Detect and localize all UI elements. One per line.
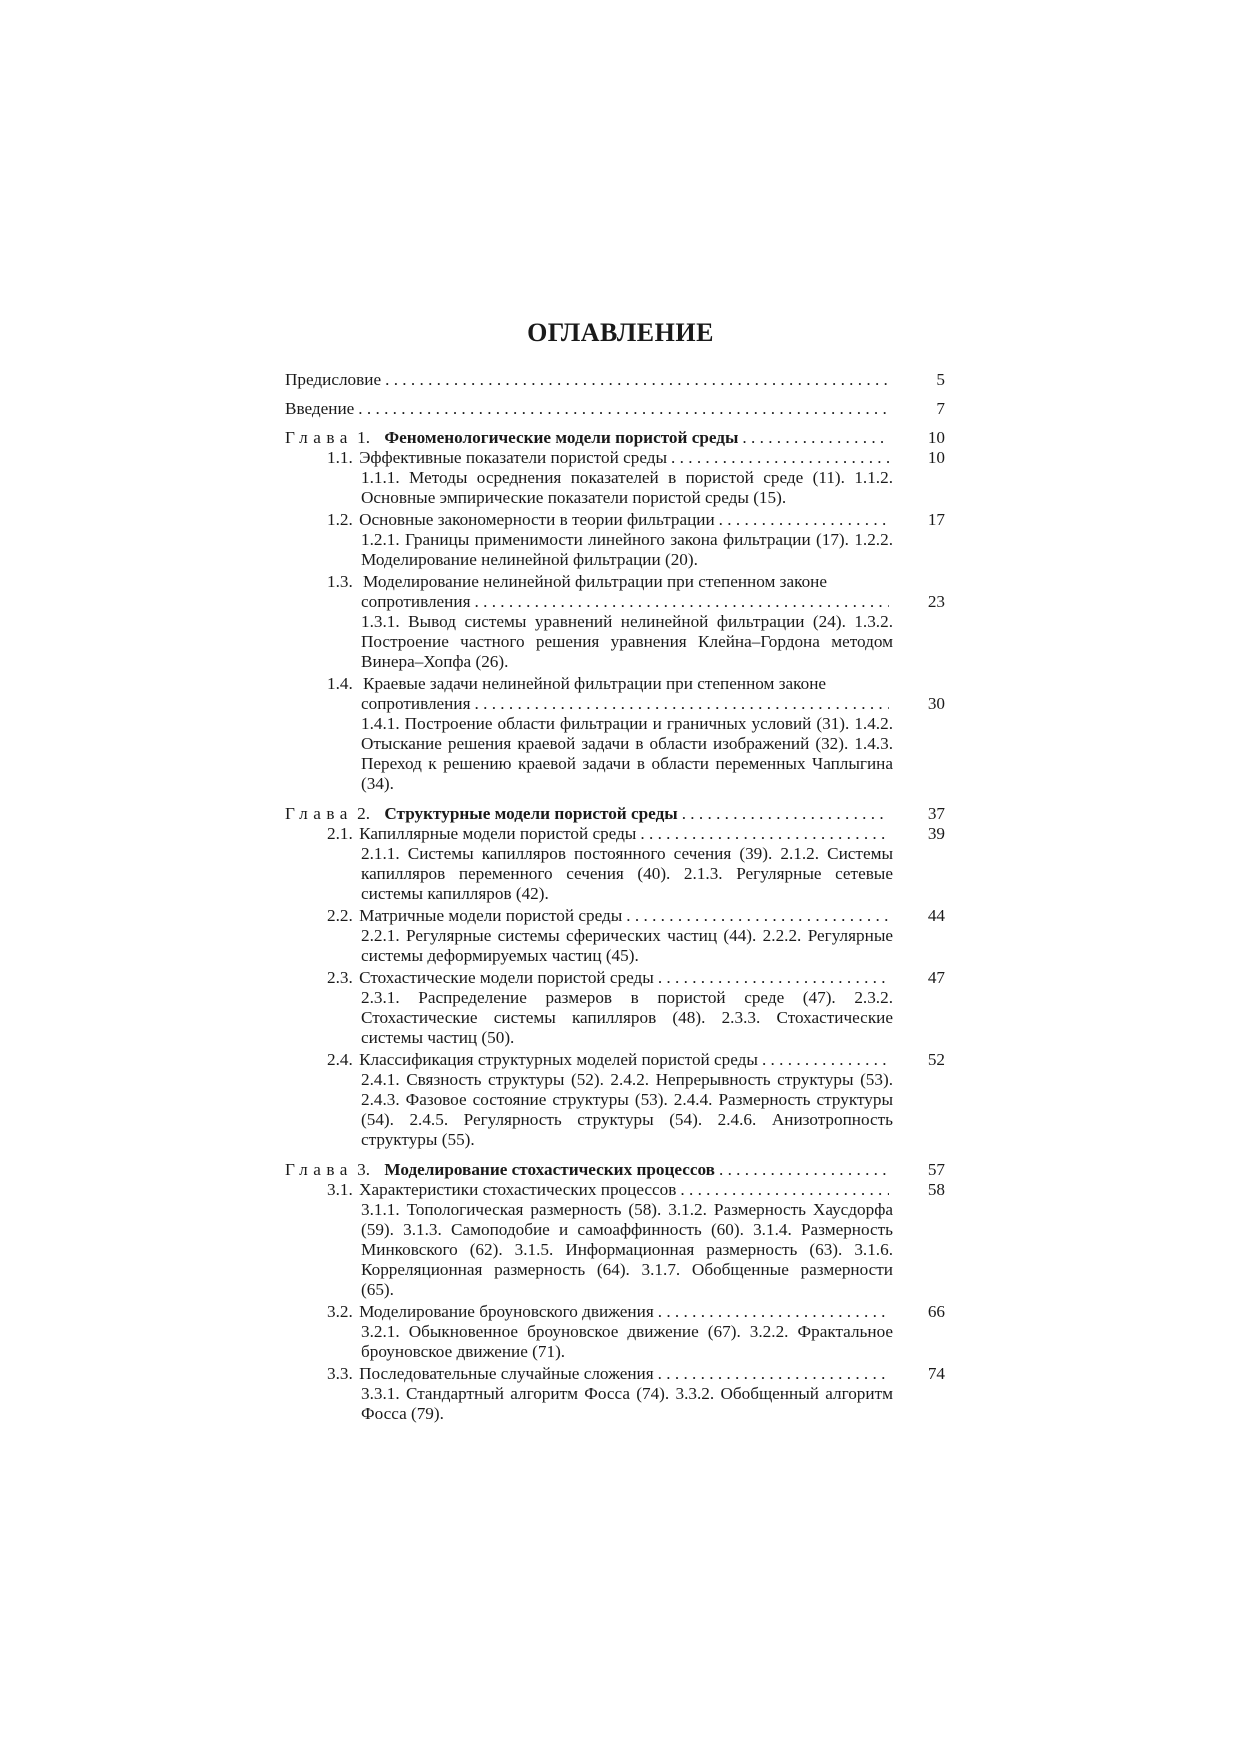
- toc-page-number: 10: [927, 428, 945, 447]
- section-title: Классификация структурных моделей пористой среды: [359, 1050, 758, 1069]
- toc-page-number: 5: [936, 370, 945, 389]
- section-3-3: [285, 1364, 945, 1424]
- section-title: Характеристики стохастических процессов: [359, 1180, 677, 1199]
- leader-dots: [640, 824, 889, 844]
- section-1-4: [285, 674, 945, 794]
- section-heading[interactable]: [285, 968, 945, 988]
- section-heading[interactable]: [285, 1050, 945, 1070]
- section-number: 3.1.: [327, 1180, 353, 1199]
- section-title: Капиллярные модели пористой среды: [359, 824, 637, 843]
- toc-entry-label: Введение: [285, 399, 355, 418]
- leader-dots: [626, 906, 889, 926]
- subsection-list: 1.3.1. Вывод системы уравнений нелинейной фильтрации (24). 1.3.2. Построение частного решения уравнения Клейна–Гордона методом Винера–Хопфа (26).: [361, 612, 893, 671]
- subsection-list: 2.2.1. Регулярные системы сферических частиц (44). 2.2.2. Регулярные системы деформируемых частиц (45).: [361, 926, 893, 965]
- section-number: 2.1.: [327, 824, 353, 843]
- chapter-number: 3.: [357, 1160, 371, 1179]
- section-title-lead: Моделирование нелинейной фильтрации при степенном законе: [363, 572, 828, 591]
- section-heading[interactable]: [285, 510, 945, 530]
- toc-page-number: 57: [927, 1160, 945, 1179]
- subsection-list: 1.2.1. Границы применимости линейного закона фильтрации (17). 1.2.2. Моделирование нелинейной фильтрации (20).: [361, 530, 893, 569]
- chapter-title: Феноменологические модели пористой среды: [384, 428, 739, 447]
- toc-page-number: 7: [936, 399, 945, 418]
- chapter-number: 1.: [357, 428, 371, 447]
- subsection-list: 1.1.1. Методы осреднения показателей в пористой среде (11). 1.1.2. Основные эмпирические показатели пористой среды (15).: [361, 468, 893, 507]
- section-number: 3.2.: [327, 1302, 353, 1321]
- section-number: 1.1.: [327, 448, 353, 467]
- toc-page-number: 23: [927, 592, 945, 611]
- toc-page-number: 47: [927, 968, 945, 987]
- toc-entry-introduction[interactable]: [285, 399, 945, 419]
- section-heading[interactable]: [285, 1302, 945, 1322]
- chapter-1: [285, 428, 945, 794]
- section-title: Основные закономерности в теории фильтрации: [359, 510, 715, 529]
- section-heading[interactable]: [285, 1364, 945, 1384]
- leader-dots: [475, 694, 890, 714]
- section-number: 2.3.: [327, 968, 353, 987]
- section-1-3: [285, 572, 945, 672]
- section-2-3: [285, 968, 945, 1048]
- toc-page-number: 74: [927, 1364, 945, 1383]
- section-1-1: [285, 448, 945, 508]
- leader-dots: [742, 428, 889, 448]
- chapter-number: 2.: [357, 804, 371, 823]
- page-title: ОГЛАВЛЕНИЕ: [527, 318, 714, 347]
- leader-dots: [475, 592, 890, 612]
- chapter-prefix: Глава: [285, 428, 353, 447]
- subsection-list: 1.4.1. Построение области фильтрации и граничных условий (31). 1.4.2. Отыскание решения краевой задачи в области изображений (32). 1.4.3. Переход к решению краевой задачи в области переменных Чаплыгина (34).: [361, 714, 893, 793]
- section-2-4: [285, 1050, 945, 1150]
- subsection-list: 2.3.1. Распределение размеров в пористой среде (47). 2.3.2. Стохастические системы капилляров (48). 2.3.3. Стохастические системы частиц (50).: [361, 988, 893, 1047]
- subsection-list: 2.1.1. Системы капилляров постоянного сечения (39). 2.1.2. Системы капилляров переменного сечения (40). 2.1.3. Регулярные сетевые системы капилляров (42).: [361, 844, 893, 903]
- section-3-1: [285, 1180, 945, 1300]
- section-number: 1.4.: [327, 674, 353, 693]
- leader-dots: [680, 1180, 889, 1200]
- toc-page-number: 37: [927, 804, 945, 823]
- section-2-2: [285, 906, 945, 966]
- chapter-heading[interactable]: [285, 1160, 945, 1180]
- leader-dots: [658, 1364, 889, 1384]
- chapter-2: [285, 804, 945, 1150]
- leader-dots: [385, 370, 889, 390]
- chapter-heading[interactable]: [285, 428, 945, 448]
- leader-dots: [658, 968, 889, 988]
- toc-page-number: 10: [927, 448, 945, 467]
- leader-dots: [719, 510, 889, 530]
- subsection-list: 3.1.1. Топологическая размерность (58). 3.1.2. Размерность Хаусдорфа (59). 3.1.3. Самоподобие и самоаффинность (60). 3.1.4. Размерность Минковского (62). 3.1.5. Информационная размерность (63). 3.1.6. Корреляционная размерность (64). 3.1.7. Обобщенные размерности (65).: [361, 1200, 893, 1299]
- toc-page-number: 52: [927, 1050, 945, 1069]
- section-heading[interactable]: [285, 906, 945, 926]
- chapter-prefix: Глава: [285, 1160, 353, 1179]
- chapter-3: [285, 1160, 945, 1424]
- section-3-2: [285, 1302, 945, 1362]
- section-title: Моделирование броуновского движения: [359, 1302, 654, 1321]
- chapter-prefix: Глава: [285, 804, 353, 823]
- table-of-contents: [285, 370, 945, 1434]
- section-heading-lead[interactable]: [285, 572, 945, 592]
- section-heading[interactable]: [285, 824, 945, 844]
- section-number: 3.3.: [327, 1364, 353, 1383]
- section-number: 2.2.: [327, 906, 353, 925]
- toc-page-number: 66: [927, 1302, 945, 1321]
- chapter-title: Моделирование стохастических процессов: [384, 1160, 715, 1179]
- section-title: Стохастические модели пористой среды: [359, 968, 654, 987]
- section-heading-lead[interactable]: [285, 674, 945, 694]
- leader-dots: [682, 804, 889, 824]
- chapter-title: Структурные модели пористой среды: [384, 804, 678, 823]
- toc-entry-label: Предисловие: [285, 370, 382, 389]
- leader-dots: [658, 1302, 889, 1322]
- section-heading[interactable]: [285, 448, 945, 468]
- section-number: 1.2.: [327, 510, 353, 529]
- toc-page-number: 17: [927, 510, 945, 529]
- section-number: 2.4.: [327, 1050, 353, 1069]
- section-title: Матричные модели пористой среды: [359, 906, 623, 925]
- section-heading-tail[interactable]: [285, 694, 945, 714]
- leader-dots: [358, 399, 889, 419]
- toc-page-number: 30: [927, 694, 945, 713]
- subsection-list: 3.3.1. Стандартный алгоритм Фосса (74). 3.3.2. Обобщенный алгоритм Фосса (79).: [361, 1384, 893, 1423]
- section-heading-tail[interactable]: [285, 592, 945, 612]
- section-title: сопротивления: [361, 592, 471, 611]
- section-1-2: [285, 510, 945, 570]
- subsection-list: 2.4.1. Связность структуры (52). 2.4.2. Непрерывность структуры (53). 2.4.3. Фазовое состояние структуры (53). 2.4.4. Размерность структуры (54). 2.4.5. Регулярность структуры (54). 2.4.6. Анизотропность структуры (55).: [361, 1070, 893, 1149]
- toc-page-number: 58: [927, 1180, 945, 1199]
- section-title: сопротивления: [361, 694, 471, 713]
- leader-dots: [671, 448, 889, 468]
- leader-dots: [762, 1050, 889, 1070]
- chapter-heading[interactable]: [285, 804, 945, 824]
- section-title: Эффективные показатели пористой среды: [359, 448, 668, 467]
- section-title-lead: Краевые задачи нелинейной фильтрации при степенном законе: [363, 674, 827, 693]
- subsection-list: 3.2.1. Обыкновенное броуновское движение (67). 3.2.2. Фрактальное броуновское движение (71).: [361, 1322, 893, 1361]
- section-number: 1.3.: [327, 572, 353, 591]
- section-heading[interactable]: [285, 1180, 945, 1200]
- toc-page-number: 44: [927, 906, 945, 925]
- leader-dots: [719, 1160, 889, 1180]
- toc-entry-preface[interactable]: [285, 370, 945, 390]
- section-title: Последовательные случайные сложения: [359, 1364, 654, 1383]
- toc-page-number: 39: [927, 824, 945, 843]
- section-2-1: [285, 824, 945, 904]
